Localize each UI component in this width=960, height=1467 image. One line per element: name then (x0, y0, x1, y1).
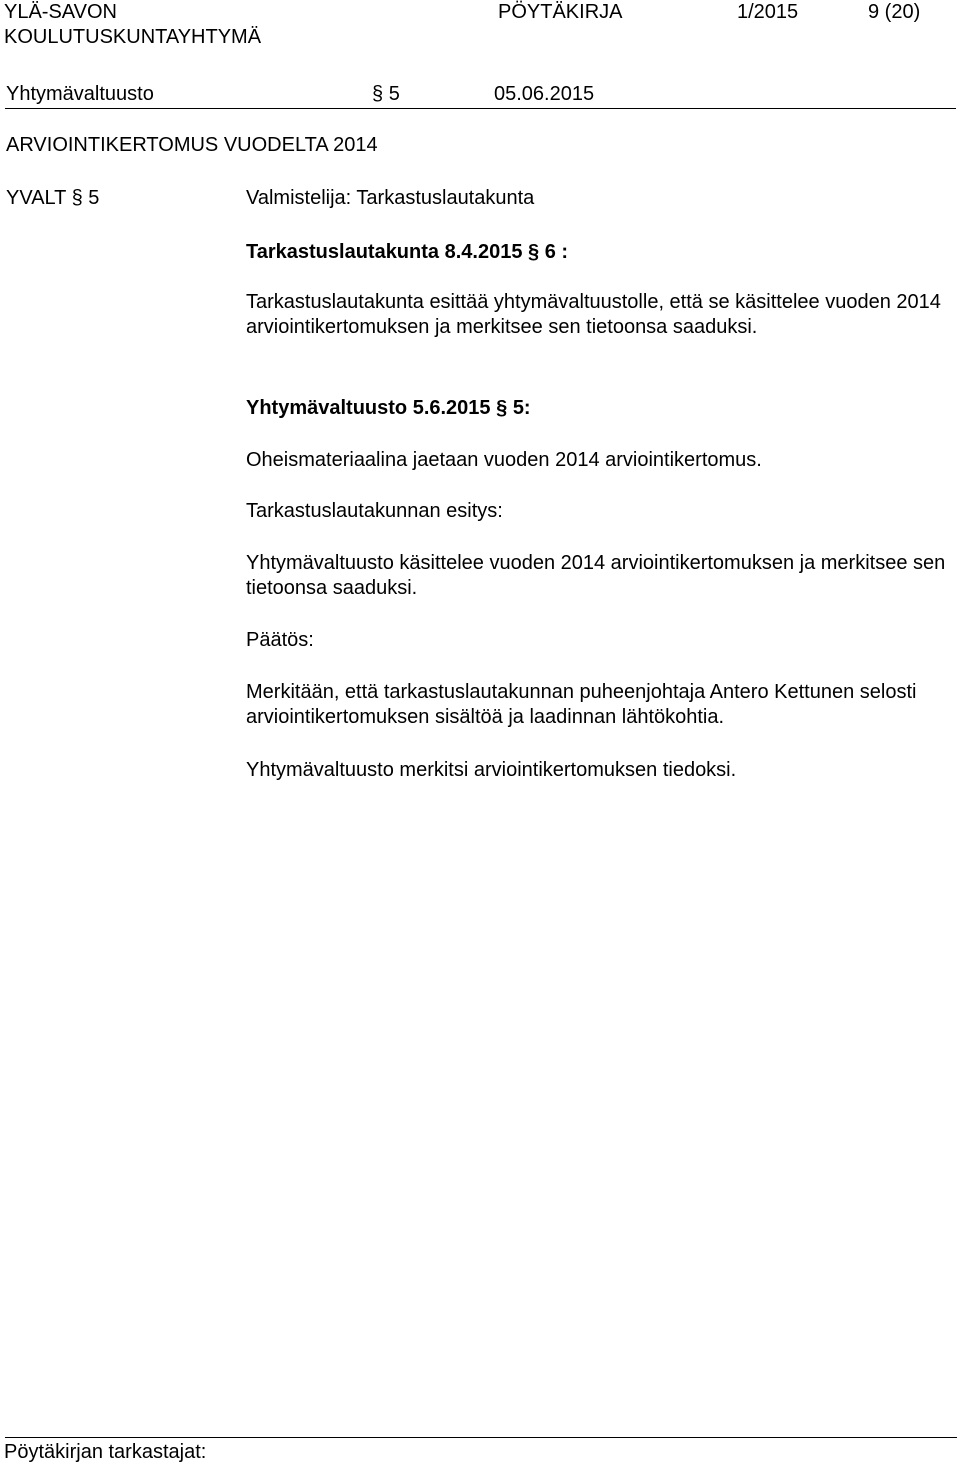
section-symbol: § (372, 83, 384, 105)
item-code-label: YVALT (6, 187, 67, 209)
org-name-line1: YLÄ-SAVON (4, 1, 117, 23)
footer-label: Pöytäkirjan tarkastajat: (4, 1441, 207, 1463)
page-number: 9 (20) (868, 1, 921, 23)
preparer: Valmistelija: Tarkastuslautakunta (246, 187, 535, 209)
section-symbol: § (496, 397, 508, 419)
item-title: ARVIOINTIKERTOMUS VUODELTA 2014 (6, 134, 378, 156)
decision-text-2: Yhtymävaltuusto merkitsi arviointikertomuksen tiedoksi. (246, 759, 737, 781)
board-text: Tarkastuslautakunta esittää yhtymävaltuustolle, että se käsittelee vuoden 2014 arviointikertomuksen ja merkitsee sen tietoonsa saaduksi. (246, 291, 941, 338)
meeting-body: Yhtymävaltuusto (6, 83, 154, 105)
footer-divider (5, 1437, 957, 1438)
doc-number: 1/2015 (737, 1, 799, 23)
council-heading (246, 396, 531, 421)
meeting-date: 05.06.2015 (494, 83, 595, 105)
proposal-text: Yhtymävaltuusto käsittelee vuoden 2014 arviointikertomuksen ja merkitsee sen tietoonsa saaduksi. (246, 552, 946, 599)
header-section-number: 5 (388, 83, 400, 105)
board-heading (246, 240, 568, 265)
council-heading-prefix: Yhtymävaltuusto 5.6.2015 (246, 397, 491, 419)
item-code (6, 186, 99, 211)
section-symbol: § (528, 241, 540, 263)
item-section-number: 5 (88, 187, 100, 209)
org-name-line2: KOULUTUSKUNTAYHTYMÄ (4, 26, 262, 48)
council-heading-suffix: 5: (512, 397, 531, 419)
doc-type: PÖYTÄKIRJA (498, 1, 623, 23)
section-symbol: § (71, 187, 83, 209)
header-divider (5, 108, 956, 109)
proposal-label: Tarkastuslautakunnan esitys: (246, 500, 503, 522)
attachment-text: Oheismateriaalina jaetaan vuoden 2014 arviointikertomus. (246, 449, 762, 471)
decision-label: Päätös: (246, 629, 314, 651)
decision-text-1: Merkitään, että tarkastuslautakunnan puheenjohtaja Antero Kettunen selosti arviointikertomuksen sisältöä ja laadinnan lähtökohtia. (246, 681, 917, 728)
header-section (372, 82, 400, 107)
board-heading-prefix: Tarkastuslautakunta 8.4.2015 (246, 241, 523, 263)
board-heading-suffix: 6 : (544, 241, 569, 263)
